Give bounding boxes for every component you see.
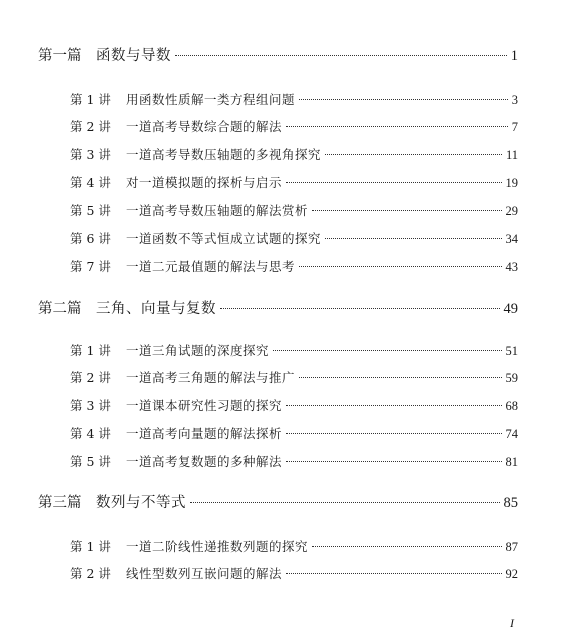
lesson-number: 第 7 讲 — [70, 259, 111, 274]
lesson-title: 一道二元最值题的解法与思考 — [126, 259, 296, 274]
toc-entry[interactable] — [70, 452, 518, 470]
dot-leader — [325, 238, 501, 239]
lesson-page: 92 — [505, 567, 518, 581]
lesson-title: 用函数性质解一类方程组问题 — [126, 92, 296, 107]
toc-entry[interactable] — [70, 90, 518, 108]
part-title: 函数与导数 — [96, 48, 171, 64]
toc-entry[interactable] — [70, 341, 518, 359]
lesson-number: 第 1 讲 — [70, 539, 111, 554]
lesson-title: 一道高考导数综合题的解法 — [126, 119, 283, 134]
toc-part-3[interactable] — [38, 491, 518, 512]
lesson-page: 59 — [505, 371, 518, 385]
toc-entry[interactable] — [70, 117, 518, 135]
lesson-title: 一道课本研究性习题的探究 — [126, 398, 283, 413]
lesson-page: 43 — [505, 260, 518, 274]
lesson-page: 81 — [505, 455, 518, 469]
toc-part-1[interactable] — [38, 44, 518, 65]
dot-leader — [312, 210, 501, 211]
part-page: 85 — [503, 495, 518, 511]
lesson-number: 第 6 讲 — [70, 231, 111, 246]
dot-leader — [312, 546, 501, 547]
lesson-number: 第 1 讲 — [70, 343, 111, 358]
toc-entry[interactable] — [70, 173, 518, 191]
lesson-number: 第 4 讲 — [70, 175, 111, 190]
page-folio: I — [510, 616, 514, 630]
toc-entry[interactable] — [70, 257, 518, 275]
lesson-page: 68 — [505, 399, 518, 413]
dot-leader — [286, 573, 501, 574]
part-number: 第三篇 — [38, 495, 82, 511]
dot-leader — [286, 405, 501, 406]
dot-leader — [286, 461, 501, 462]
toc-part-2[interactable] — [38, 297, 518, 318]
part-number: 第二篇 — [38, 301, 82, 317]
lesson-page: 51 — [505, 344, 518, 358]
lesson-page: 29 — [505, 204, 518, 218]
lesson-page: 74 — [505, 427, 518, 441]
dot-leader — [286, 182, 501, 183]
lesson-page: 11 — [505, 148, 518, 162]
dot-leader — [273, 350, 501, 351]
lesson-title: 一道三角试题的深度探究 — [126, 343, 270, 358]
toc-entry[interactable] — [70, 424, 518, 442]
lesson-number: 第 3 讲 — [70, 398, 111, 413]
toc-entry[interactable] — [70, 396, 518, 414]
lesson-title: 一道高考向量题的解法探析 — [126, 426, 283, 441]
lesson-number: 第 2 讲 — [70, 119, 111, 134]
part-title: 三角、向量与复数 — [96, 301, 216, 317]
lesson-page: 34 — [505, 232, 518, 246]
part-title: 数列与不等式 — [96, 495, 186, 511]
dot-leader — [299, 377, 501, 378]
lesson-number: 第 5 讲 — [70, 203, 111, 218]
toc-entry[interactable] — [70, 368, 518, 386]
toc-entry[interactable] — [70, 145, 518, 163]
lesson-number: 第 5 讲 — [70, 454, 111, 469]
toc-entry[interactable] — [70, 201, 518, 219]
dot-leader — [299, 99, 508, 100]
toc-entry[interactable] — [70, 564, 518, 582]
dot-leader — [325, 154, 502, 155]
dot-leader — [175, 55, 507, 56]
lesson-title: 一道高考导数压轴题的多视角探究 — [126, 147, 322, 162]
lesson-number: 第 2 讲 — [70, 370, 111, 385]
dot-leader — [299, 266, 501, 267]
lesson-title: 一道函数不等式恒成立试题的探究 — [126, 231, 322, 246]
lesson-title: 一道高考三角题的解法与推广 — [126, 370, 296, 385]
lesson-number: 第 3 讲 — [70, 147, 111, 162]
toc-entry[interactable] — [70, 229, 518, 247]
part-page: 49 — [503, 301, 518, 317]
lesson-title: 一道高考导数压轴题的解法赏析 — [126, 203, 309, 218]
lesson-number: 第 4 讲 — [70, 426, 111, 441]
lesson-page: 3 — [511, 93, 518, 107]
lesson-title: 一道二阶线性递推数列题的探究 — [126, 539, 309, 554]
lesson-number: 第 2 讲 — [70, 566, 111, 581]
dot-leader — [286, 126, 508, 127]
dot-leader — [220, 308, 500, 309]
lesson-page: 7 — [511, 120, 518, 134]
lesson-title: 对一道模拟题的探析与启示 — [126, 175, 283, 190]
toc-entry[interactable] — [70, 537, 518, 555]
lesson-number: 第 1 讲 — [70, 92, 111, 107]
dot-leader — [190, 502, 500, 503]
part-page: 1 — [510, 48, 518, 64]
dot-leader — [286, 433, 501, 434]
lesson-title: 一道高考复数题的多种解法 — [126, 454, 283, 469]
lesson-page: 19 — [505, 176, 518, 190]
lesson-page: 87 — [505, 540, 518, 554]
part-number: 第一篇 — [38, 48, 82, 64]
lesson-title: 线性型数列互嵌问题的解法 — [126, 566, 283, 581]
